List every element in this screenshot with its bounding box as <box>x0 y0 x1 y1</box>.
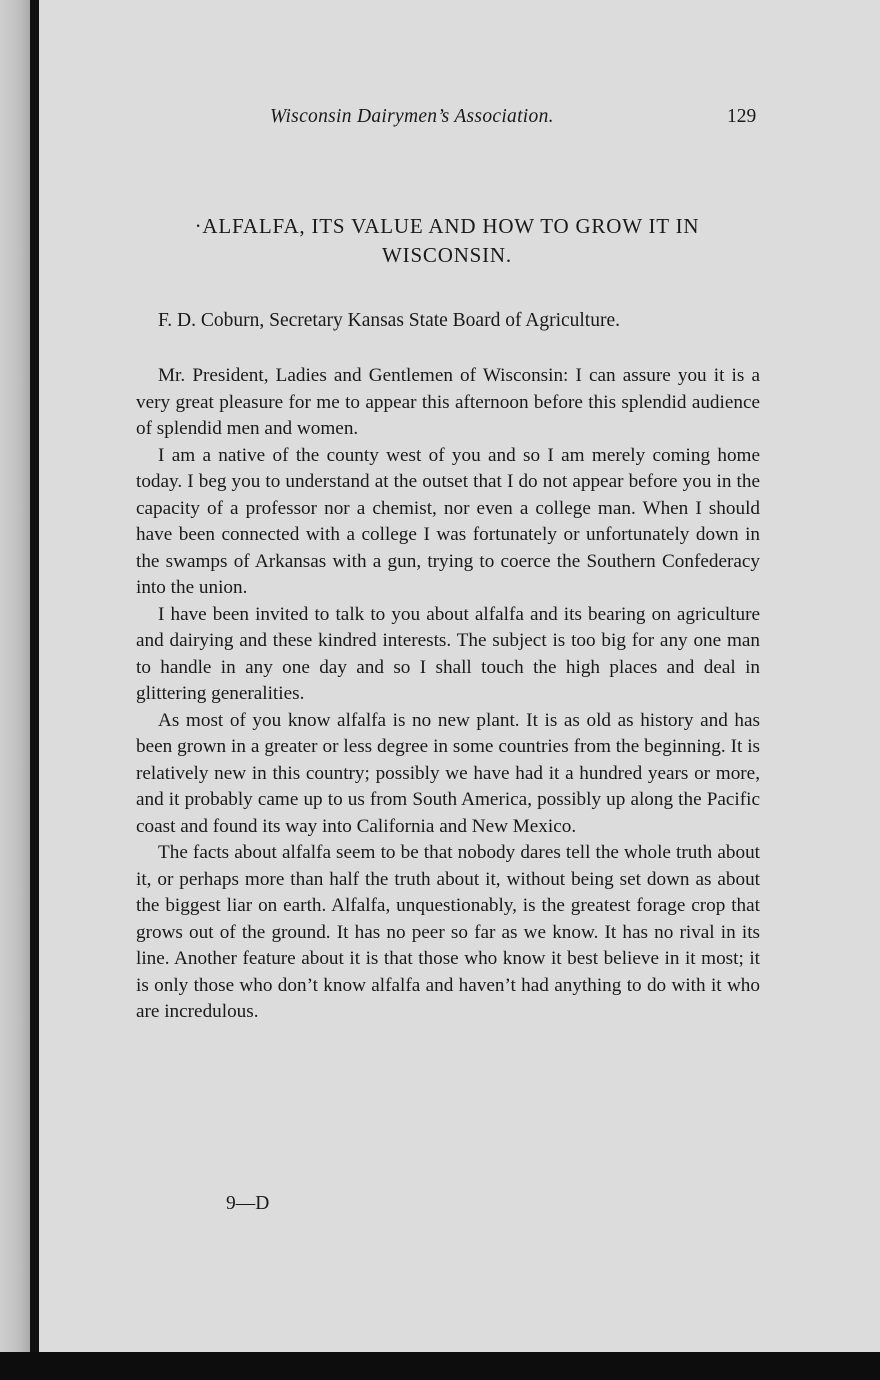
article-title: ·ALFALFA, ITS VALUE AND HOW TO GROW IT IN WISCONSIN. <box>194 214 700 267</box>
page-number: 129 <box>727 106 757 127</box>
article-byline: F. D. Coburn, Secretary Kansas State Board of Agriculture. <box>158 310 621 331</box>
paragraph: I am a native of the county west of you and so I am merely coming home today. I beg you to understand at the outset that I do not appear before you in the capacity of a professor nor a chemist, nor even a college man. When I should have been connected with a college I was fortunately or unfortunately down in the swamps of Arkansas with a gun, trying to coerce the Southern Confederacy into the union. <box>136 444 760 598</box>
article-body <box>136 363 760 1026</box>
paragraph: Mr. President, Ladies and Gentlemen of Wisconsin: I can assure you it is a very great pleasure for me to appear this afternoon before this splendid audience of splendid men and women. <box>136 365 760 439</box>
paragraph: I have been invited to talk to you about alfalfa and its bearing on agriculture and dairying and these kindred interests. The subject is too big for any one man to handle in any one day and so I shall touch the high places and deal in glittering generalities. <box>136 603 760 704</box>
signature-mark: 9—D <box>226 1193 270 1214</box>
running-head-title: Wisconsin Dairymen’s Association. <box>270 106 554 127</box>
paragraph: As most of you know alfalfa is no new plant. It is as old as history and has been grown in a greater or less degree in some countries from the beginning. It is relatively new in this country; possibly we have had it a hundred years or more, and it probably came up to us from South America, possibly up along the Pacific coast and found its way into California and New Mexico. <box>136 709 760 837</box>
scan-bottom-edge <box>0 1352 880 1380</box>
binding-edge <box>30 0 39 1352</box>
paragraph: The facts about alfalfa seem to be that nobody dares tell the whole truth about it, or perhaps more than half the truth about it, without being set down as about the biggest liar on earth. Alfalfa, unquestionably, is the greatest forage crop that grows out of the ground. It has no peer so far as we know. It has no rival in its line. Another feature about it is that those who know it best believe in it most; it is only those who don’t know alfalfa and haven’t had anything to do with it who are incredulous. <box>136 842 760 1022</box>
book-gutter <box>0 0 30 1380</box>
